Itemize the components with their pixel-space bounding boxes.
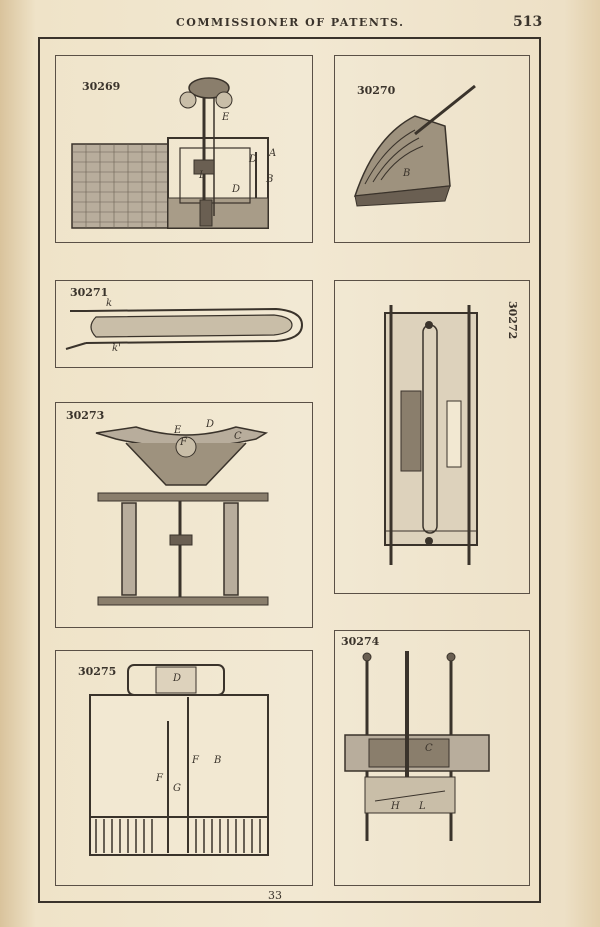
figure-30271-letter-k: k [106,298,113,309]
figure-30274-letter-l: L [419,801,426,812]
figure-30271-panel [55,280,313,368]
figure-30271-label: 30271 [70,286,109,299]
figure-30274-letter-h: H [391,801,400,812]
figure-30273-letter-e: E [174,425,182,436]
figure-30275-drawing [56,651,314,887]
figure-30269-letter-b: B [266,174,274,185]
figure-30275-letter-g: G [173,783,181,794]
figure-30269-letter-d-upper: D [249,154,258,165]
figure-30271-letter-k-prime: k' [112,343,121,354]
signature-mark: 33 [268,889,282,902]
figure-30273-letter-d: D [206,419,215,430]
page-number: 513 [513,14,543,30]
figure-30271-drawing [56,281,314,369]
figure-30272-drawing [335,281,531,595]
figure-30269-letter-e: E [222,112,230,123]
figure-30270-label: 30270 [357,84,396,97]
figure-30269-letter-d-lower: D [232,184,241,195]
figure-30274-drawing [335,631,531,887]
figure-30269-letter-l: L [199,170,206,181]
figure-30273-letter-c: C [234,431,242,442]
figure-30275-letter-b: B [214,755,222,766]
figure-30275-letter-f-left: F [156,773,163,784]
figure-30273-panel [55,402,313,628]
figure-30275-letter-d: D [173,673,182,684]
figure-30270-panel [334,55,530,243]
figure-30274-panel [334,630,530,886]
figure-30274-letter-c: C [425,743,433,754]
figure-30275-letter-f-right: F [192,755,199,766]
figure-30269-letter-a: A [269,148,277,159]
figure-30273-letter-f: F [180,437,187,448]
figure-30275-label: 30275 [78,665,117,678]
figure-30270-letter-b: B [403,168,411,179]
figure-30269-label: 30269 [82,80,121,93]
figure-30272-panel [334,280,530,594]
figure-30275-panel [55,650,313,886]
running-title: COMMISSIONER OF PATENTS. [176,16,405,29]
figure-30269-panel [55,55,313,243]
figure-30272-label: 30272 [506,301,519,340]
page-header [0,14,600,34]
figure-30270-drawing [335,56,531,244]
figure-30274-label: 30274 [341,635,380,648]
figure-30273-label: 30273 [66,409,105,422]
